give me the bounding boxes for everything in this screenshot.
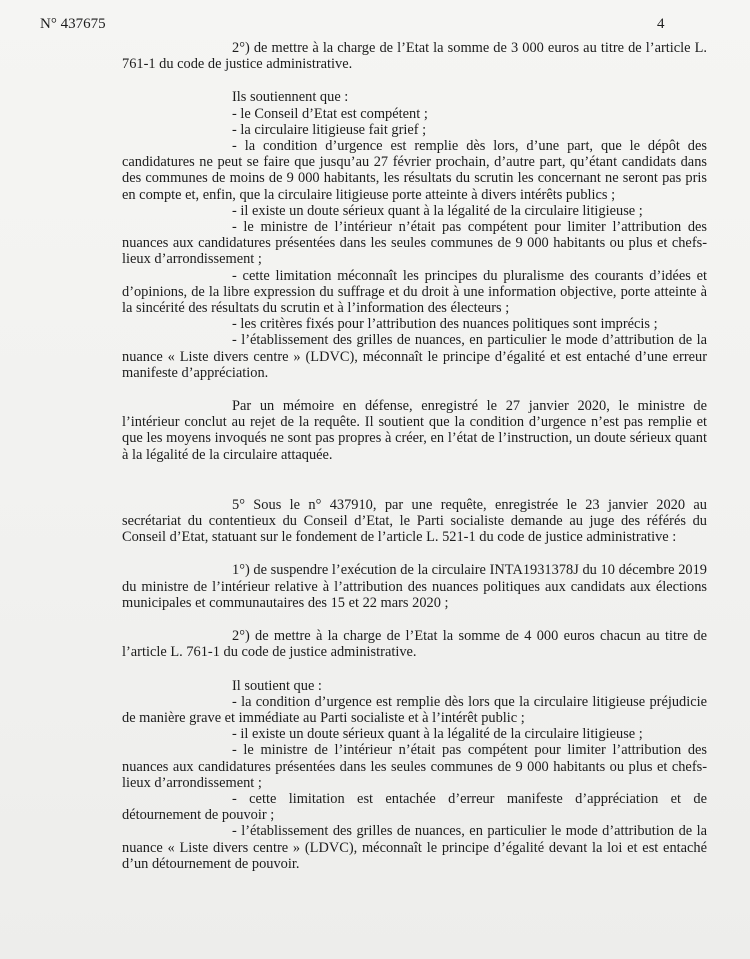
argument-item: - les critères fixés pour l’attribution des nuances politiques sont imprécis ;	[232, 316, 658, 333]
page-number: 4	[657, 16, 665, 32]
document-body	[122, 40, 707, 872]
argument-item: - le ministre de l’intérieur n’était pas compétent pour limiter l’attribution des nuances aux candidatures présentées dans les seules communes de 9 000 habitants ou plus et chefs-lieux d’arrondissement ;	[122, 742, 707, 791]
paragraph-arguments-intro-2: Il soutient que :	[232, 677, 322, 694]
argument-item: - l’établissement des grilles de nuances, en particulier le mode d’attribution de la nuance « Liste divers centre » (LDVC), méconnaît le principe d’égalité et est entaché d’une erreur manifeste d’appréciation.	[122, 332, 707, 381]
argument-item: - la condition d’urgence est remplie dès lors que la circulaire litigieuse préjudicie de manière grave et immédiate au Parti socialiste et à l’intérêt public ;	[122, 693, 707, 726]
argument-item: - la condition d’urgence est remplie dès lors, d’une part, que le dépôt des candidatures ne peut se faire que jusqu’au 27 février prochain, d’autre part, qu’étant candidats dans des communes de moins de 9 000 habitants, les résultats du scrutin les concernant ne seront pas pris en compte et, enfin, que la circulaire litigieuse porte atteinte à divers intérêts publics ;	[122, 138, 707, 203]
paragraph-arguments-intro: Ils soutiennent que :	[232, 89, 349, 106]
case-number: N° 437675	[40, 16, 106, 32]
paragraph-costs-request-2: 2°) de mettre à la charge de l’Etat la somme de 4 000 euros chacun au titre de l’article L. 761-1 du code de justice administrative.	[122, 628, 707, 661]
argument-item: - le ministre de l’intérieur n’était pas compétent pour limiter l’attribution des nuances aux candidatures présentées dans les seules communes de 9 000 habitants ou plus et chefs-lieux d’arrondissement ;	[122, 219, 707, 268]
argument-item: - il existe un doute sérieux quant à la légalité de la circulaire litigieuse ;	[232, 202, 643, 219]
paragraph-suspension-request: 1°) de suspendre l’exécution de la circulaire INTA1931378J du 10 décembre 2019 du ministre de l’intérieur relative à l’attribution des nuances politiques aux candidats aux élections municipales et communautaires des 15 et 22 mars 2020 ;	[122, 562, 707, 611]
argument-item: - il existe un doute sérieux quant à la légalité de la circulaire litigieuse ;	[232, 726, 643, 743]
argument-item: - le Conseil d’Etat est compétent ;	[232, 105, 428, 122]
argument-item: - l’établissement des grilles de nuances, en particulier le mode d’attribution de la nuance « Liste divers centre » (LDVC), méconnaît le principe d’égalité devant la loi et est entaché d’un détournement de pouvoir.	[122, 823, 707, 872]
paragraph-costs-request: 2°) de mettre à la charge de l’Etat la somme de 3 000 euros au titre de l’article L. 761-1 du code de justice administrative.	[122, 40, 707, 73]
argument-item: - la circulaire litigieuse fait grief ;	[232, 121, 427, 138]
paragraph-new-request: 5° Sous le n° 437910, par une requête, enregistrée le 23 janvier 2020 au secrétariat du contentieux du Conseil d’Etat, le Parti socialiste demande au juge des référés du Conseil d’Etat, statuant sur le fondement de l’article L. 521-1 du code de justice administrative :	[122, 496, 707, 546]
argument-item: - cette limitation est entachée d’erreur manifeste d’appréciation et de détournement de pouvoir ;	[122, 790, 707, 824]
paragraph-defense: Par un mémoire en défense, enregistré le 27 janvier 2020, le ministre de l’intérieur conclut au rejet de la requête. Il soutient que la condition d’urgence n’est pas remplie et que les moyens invoqués ne sont pas propres à créer, en l’état de l’instruction, un doute sérieux quant à la légalité de la circulaire attaquée.	[122, 398, 707, 463]
argument-item: - cette limitation méconnaît les principes du pluralisme des courants d’idées et d’opinions, de la libre expression du suffrage et du droit à une information objective, porte atteinte à la sincérité des résultats du scrutin et à l’information des électeurs ;	[122, 267, 707, 317]
